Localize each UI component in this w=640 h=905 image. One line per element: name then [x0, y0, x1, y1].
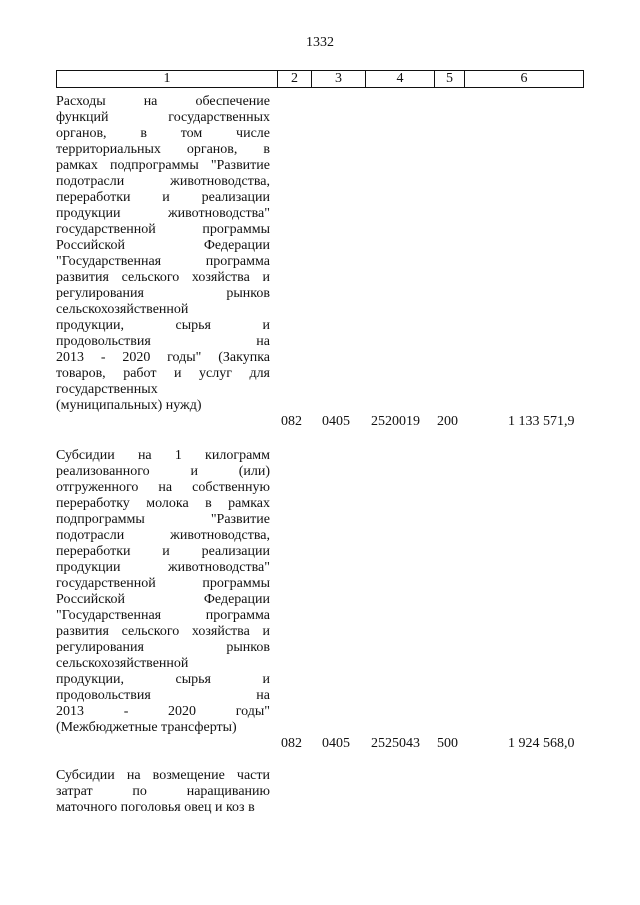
- description-line: продукции животноводства": [56, 206, 270, 221]
- column-header-3: 3: [311, 71, 365, 87]
- description-line: сельскохозяйственной: [56, 656, 189, 671]
- description-line: регулирования рынков: [56, 640, 270, 655]
- row-code-4: 2520019: [371, 414, 420, 429]
- row-description: [56, 448, 270, 736]
- row-code-4: 2525043: [371, 736, 420, 751]
- description-line: Субсидии на 1 килограмм: [56, 448, 270, 463]
- description-line: государственной программы: [56, 222, 270, 237]
- description-line: переработки и реализации: [56, 190, 270, 205]
- description-line: (муниципальных) нужд): [56, 398, 202, 413]
- page-number: 1332: [306, 35, 334, 50]
- row-code-2: 082: [281, 414, 302, 429]
- row-code-2: 082: [281, 736, 302, 751]
- description-line: переработку молока в рамках: [56, 496, 270, 511]
- description-line: реализованного и (или): [56, 464, 270, 479]
- row-code-3: 0405: [322, 736, 350, 751]
- row-description: [56, 94, 270, 414]
- row-code-5: 200: [437, 414, 458, 429]
- description-line: Субсидии на возмещение части: [56, 768, 270, 783]
- row-code-3: 0405: [322, 414, 350, 429]
- description-line: регулирования рынков: [56, 286, 270, 301]
- description-line: продукции животноводства": [56, 560, 270, 575]
- column-header-6: 6: [464, 71, 583, 87]
- row-code-5: 500: [437, 736, 458, 751]
- description-line: продовольствия на: [56, 334, 270, 349]
- description-line: переработки и реализации: [56, 544, 270, 559]
- description-line: Российской Федерации: [56, 238, 270, 253]
- description-line: продовольствия на: [56, 688, 270, 703]
- description-line: подпрограммы "Развитие: [56, 512, 270, 527]
- description-line: "Государственная программа: [56, 608, 270, 623]
- description-line: развития сельского хозяйства и: [56, 270, 270, 285]
- column-header-5: 5: [434, 71, 464, 87]
- description-line: подотрасли животноводства,: [56, 174, 270, 189]
- column-header-2: 2: [277, 71, 311, 87]
- description-line: органов, в том числе: [56, 126, 270, 141]
- description-line: продукции, сырья и: [56, 318, 270, 333]
- description-line: 2013 - 2020 годы" (Закупка: [56, 350, 270, 365]
- description-line: "Государственная программа: [56, 254, 270, 269]
- table-header: [56, 70, 584, 88]
- description-line: территориальных органов, в: [56, 142, 270, 157]
- description-line: затрат по наращиванию: [56, 784, 270, 799]
- description-line: продукции, сырья и: [56, 672, 270, 687]
- row-description: [56, 768, 270, 816]
- row-amount: 1 133 571,9: [508, 414, 575, 429]
- table-row: [56, 448, 270, 736]
- description-line: Расходы на обеспечение: [56, 94, 270, 109]
- description-line: государственных: [56, 382, 158, 397]
- description-line: рамках подпрограммы "Развитие: [56, 158, 270, 173]
- description-line: государственной программы: [56, 576, 270, 591]
- description-line: (Межбюджетные трансферты): [56, 720, 237, 735]
- description-line: товаров, работ и услуг для: [56, 366, 270, 381]
- table-row: [56, 94, 270, 414]
- description-line: 2013 - 2020 годы": [56, 704, 270, 719]
- description-line: развития сельского хозяйства и: [56, 624, 270, 639]
- description-line: функций государственных: [56, 110, 270, 125]
- description-line: отгруженного на собственную: [56, 480, 270, 495]
- description-line: подотрасли животноводства,: [56, 528, 270, 543]
- row-amount: 1 924 568,0: [508, 736, 575, 751]
- column-header-4: 4: [365, 71, 434, 87]
- table-row: [56, 768, 270, 816]
- column-header-1: 1: [163, 71, 171, 86]
- description-line: Российской Федерации: [56, 592, 270, 607]
- description-line: сельскохозяйственной: [56, 302, 189, 317]
- description-line: маточного поголовья овец и коз в: [56, 800, 255, 815]
